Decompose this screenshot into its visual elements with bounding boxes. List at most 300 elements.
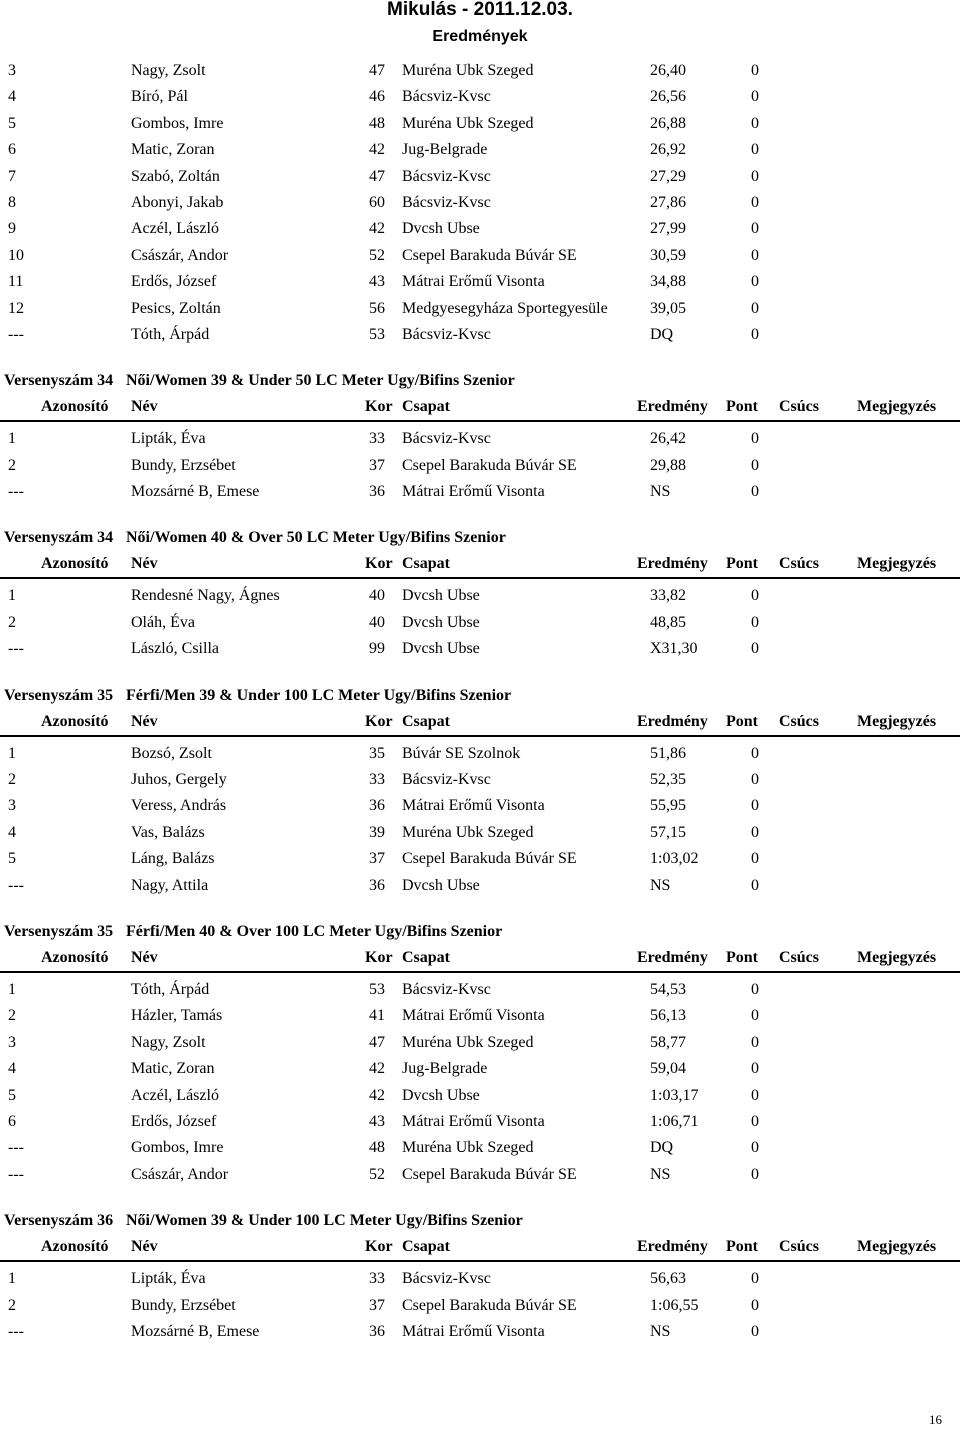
competitor-name: Matic, Zoran [131,1060,215,1078]
result-points: 0 [751,1165,759,1183]
result-rank: --- [8,876,24,894]
competitor-name: Vas, Balázs [131,823,205,841]
result-rank: 1 [8,744,16,762]
competitor-age: 37 [369,1296,385,1314]
competitor-age: 56 [369,299,385,317]
competitor-age: 47 [369,62,385,79]
result-time: NS [650,876,671,894]
result-rank: 9 [8,220,16,238]
result-row [0,767,960,793]
result-row [0,610,960,636]
result-points: 0 [751,167,759,185]
team-name: Muréna Ubk Szeged [402,1139,534,1157]
result-time: 26,92 [650,141,686,159]
team-name: Bácsviz-Kvsc [402,1270,491,1288]
event-name: Női/Women 39 & Under 100 LC Meter Ugy/Bifins Szenior [126,1212,523,1230]
column-header-name: Név [131,398,158,416]
competitor-age: 47 [369,1033,385,1051]
result-row [0,137,960,163]
result-points: 0 [751,587,759,605]
competitor-name: Nagy, Zsolt [131,1033,206,1051]
result-rank: 4 [8,1060,16,1078]
event-number: Versenyszám 35 [4,686,114,704]
result-points: 0 [751,797,759,815]
competitor-age: 60 [369,193,385,211]
competitor-age: 42 [369,220,385,238]
result-points: 0 [751,456,759,474]
result-row [0,164,960,190]
competitor-age: 36 [369,1322,385,1340]
result-time: NS [650,483,671,501]
column-header-note: Megjegyzés [857,712,937,730]
result-row [0,1135,960,1161]
result-points: 0 [751,273,759,291]
result-points: 0 [751,1322,759,1340]
result-time: 30,59 [650,246,686,264]
result-row [0,426,960,452]
team-name: Muréna Ubk Szeged [402,823,534,841]
result-rank: 11 [8,273,24,291]
team-name: Búvár SE Szolnok [402,744,521,762]
competitor-age: 47 [369,167,385,185]
results-document [0,58,960,1345]
team-name: Muréna Ubk Szeged [402,114,534,132]
result-row [0,190,960,216]
competitor-name: Mozsárné B, Emese [131,1322,260,1340]
competitor-age: 52 [369,246,385,264]
result-rank: 5 [8,850,16,868]
result-time: X31,30 [650,640,698,658]
result-time: 56,13 [650,1007,686,1025]
competitor-name: Abonyi, Jakab [131,193,224,211]
team-name: Dvcsh Ubse [402,640,480,658]
team-name: Bácsviz-Kvsc [402,325,491,343]
team-name: Mátrai Erőmű Visonta [402,1007,545,1025]
result-row [0,873,960,899]
result-rank: 5 [8,1086,16,1104]
result-time: 51,86 [650,744,686,762]
result-row [0,216,960,242]
competitor-age: 43 [369,273,385,291]
competitor-name: Bozsó, Zsolt [131,744,212,762]
result-points: 0 [751,1033,759,1051]
result-rank: 2 [8,1296,16,1314]
column-header-age: Kor [365,712,393,730]
column-header-name: Név [131,1238,158,1256]
result-rank: --- [8,483,24,501]
result-rank: 3 [8,797,16,815]
result-time: 26,88 [650,114,686,132]
team-name: Bácsviz-Kvsc [402,88,491,106]
table-header [0,394,960,422]
competitor-age: 52 [369,1165,385,1183]
competitor-name: Mozsárné B, Emese [131,483,260,501]
event-number: Versenyszám 35 [4,922,114,940]
competitor-age: 33 [369,771,385,789]
column-header-record: Csúcs [779,1238,820,1256]
column-header-result: Eredmény [637,398,708,416]
result-row [0,111,960,137]
table-header [0,945,960,973]
competitor-name: Bíró, Pál [131,88,188,106]
result-time: 52,35 [650,771,686,789]
column-header-id: Azonosító [41,398,109,416]
column-header-age: Kor [365,398,393,416]
competitor-age: 41 [369,1007,385,1025]
result-points: 0 [751,114,759,132]
competitor-name: Matic, Zoran [131,141,215,159]
competitor-name: Juhos, Gergely [131,771,227,789]
result-time: 59,04 [650,1060,686,1078]
result-time: NS [650,1322,671,1340]
result-row [0,1109,960,1135]
result-points: 0 [751,430,759,448]
result-row [0,296,960,322]
event-number: Versenyszám 36 [4,1212,114,1230]
column-header-name: Név [131,555,158,573]
team-name: Dvcsh Ubse [402,876,480,894]
result-rank: 1 [8,980,16,998]
result-rank: 8 [8,193,16,211]
result-rank: 6 [8,141,16,159]
team-name: Csepel Barakuda Búvár SE [402,1165,577,1183]
competitor-name: Császár, Andor [131,246,229,264]
result-rank: 10 [8,246,24,264]
team-name: Mátrai Erőmű Visonta [402,273,545,291]
result-points: 0 [751,613,759,631]
result-rank: 5 [8,114,16,132]
result-time: 1:03,17 [650,1086,699,1104]
column-header-id: Azonosító [41,948,109,966]
team-name: Bácsviz-Kvsc [402,193,491,211]
event-name: Férfi/Men 39 & Under 100 LC Meter Ugy/Bifins Szenior [126,686,512,704]
result-row [0,1319,960,1345]
result-points: 0 [751,744,759,762]
result-time: 58,77 [650,1033,686,1051]
result-points: 0 [751,1086,759,1104]
result-time: 57,15 [650,823,686,841]
competitor-name: Nagy, Attila [131,876,209,894]
table-header [0,551,960,579]
result-time: 55,95 [650,797,686,815]
result-time: 56,63 [650,1270,686,1288]
team-name: Bácsviz-Kvsc [402,980,491,998]
column-header-note: Megjegyzés [857,948,937,966]
competitor-name: Láng, Balázs [131,850,215,868]
result-points: 0 [751,823,759,841]
team-name: Muréna Ubk Szeged [402,1033,534,1051]
competitor-age: 40 [369,587,385,605]
table-header [0,1234,960,1262]
column-header-age: Kor [365,555,393,573]
event-heading [0,1208,960,1234]
competitor-name: Pesics, Zoltán [131,299,221,317]
team-name: Dvcsh Ubse [402,613,480,631]
result-points: 0 [751,88,759,106]
competitor-age: 37 [369,850,385,868]
event-number: Versenyszám 34 [4,372,114,390]
competitor-age: 33 [369,1270,385,1288]
team-name: Dvcsh Ubse [402,220,480,238]
result-rank: 3 [8,62,16,79]
result-time: 27,86 [650,193,686,211]
team-name: Dvcsh Ubse [402,587,480,605]
column-header-points: Pont [726,1238,758,1256]
competitor-name: Erdős, József [131,273,217,291]
competitor-age: 37 [369,456,385,474]
competitor-age: 39 [369,823,385,841]
event-name: Női/Women 40 & Over 50 LC Meter Ugy/Bifins Szenior [126,529,506,547]
result-row [0,1293,960,1319]
event-heading [0,683,960,709]
result-rank: 6 [8,1112,16,1130]
column-header-note: Megjegyzés [857,398,937,416]
competitor-name: Bundy, Erzsébet [131,1296,236,1314]
column-header-record: Csúcs [779,948,820,966]
result-time: 34,88 [650,273,686,291]
table-header [0,709,960,737]
competitor-name: Rendesné Nagy, Ágnes [131,587,280,605]
competitor-name: Gombos, Imre [131,114,224,132]
result-points: 0 [751,771,759,789]
competitor-age: 36 [369,483,385,501]
page-number: 16 [929,1412,942,1427]
result-row [0,583,960,609]
competitor-age: 36 [369,797,385,815]
result-row [0,453,960,479]
column-header-record: Csúcs [779,398,820,416]
column-header-result: Eredmény [637,555,708,573]
result-points: 0 [751,640,759,658]
team-name: Muréna Ubk Szeged [402,62,534,79]
competitor-age: 53 [369,325,385,343]
result-rank: 1 [8,587,16,605]
result-rank: --- [8,640,24,658]
result-time: 1:06,55 [650,1296,699,1314]
competitor-name: Tóth, Árpád [131,325,210,343]
team-name: Medgyesegyháza Sportegyesüle [402,299,608,317]
result-time: 1:06,71 [650,1112,699,1130]
team-name: Mátrai Erőmű Visonta [402,1322,545,1340]
result-rank: --- [8,325,24,343]
result-time: 33,82 [650,587,686,605]
column-header-id: Azonosító [41,555,109,573]
competitor-age: 35 [369,744,385,762]
result-rank: 3 [8,1033,16,1051]
result-row [0,1266,960,1292]
result-points: 0 [751,876,759,894]
result-points: 0 [751,299,759,317]
column-header-result: Eredmény [637,1238,708,1256]
competitor-name: Házler, Tamás [131,1007,223,1025]
result-time: DQ [650,325,674,343]
result-time: 27,29 [650,167,686,185]
team-name: Mátrai Erőmű Visonta [402,483,545,501]
column-header-points: Pont [726,712,758,730]
page-title: Mikulás - 2011.12.03. [387,0,573,20]
column-header-note: Megjegyzés [857,1238,937,1256]
result-points: 0 [751,483,759,501]
competitor-name: Veress, András [131,797,227,815]
competitor-name: Nagy, Zsolt [131,62,206,79]
result-time: 54,53 [650,980,686,998]
column-header-team: Csapat [402,948,451,966]
competitor-age: 43 [369,1112,385,1130]
result-points: 0 [751,1112,759,1130]
result-rank: 1 [8,1270,16,1288]
competitor-age: 42 [369,1060,385,1078]
result-row [0,1003,960,1029]
competitor-age: 42 [369,1086,385,1104]
result-rank: --- [8,1139,24,1157]
result-points: 0 [751,1270,759,1288]
competitor-name: Oláh, Éva [131,613,195,631]
column-header-id: Azonosító [41,712,109,730]
column-header-age: Kor [365,948,393,966]
column-header-points: Pont [726,555,758,573]
team-name: Csepel Barakuda Búvár SE [402,850,577,868]
competitor-age: 48 [369,114,385,132]
result-rank: 4 [8,88,16,106]
result-rank: 2 [8,1007,16,1025]
result-points: 0 [751,980,759,998]
result-rank: 2 [8,613,16,631]
column-header-record: Csúcs [779,712,820,730]
competitor-name: Bundy, Erzsébet [131,456,236,474]
result-points: 0 [751,850,759,868]
team-name: Mátrai Erőmű Visonta [402,1112,545,1130]
event-heading [0,919,960,945]
result-points: 0 [751,1060,759,1078]
event-name: Női/Women 39 & Under 50 LC Meter Ugy/Bifins Szenior [126,372,515,390]
team-name: Csepel Barakuda Búvár SE [402,456,577,474]
column-header-points: Pont [726,398,758,416]
result-row [0,479,960,505]
event-heading [0,525,960,551]
result-time: 1:03,02 [650,850,699,868]
result-points: 0 [751,141,759,159]
team-name: Csepel Barakuda Búvár SE [402,246,577,264]
result-rank: 4 [8,823,16,841]
result-row [0,820,960,846]
result-row [0,1162,960,1188]
result-time: 48,85 [650,613,686,631]
result-points: 0 [751,193,759,211]
column-header-team: Csapat [402,398,451,416]
competitor-age: 53 [369,980,385,998]
result-time: 26,40 [650,62,686,79]
column-header-team: Csapat [402,1238,451,1256]
result-points: 0 [751,246,759,264]
result-points: 0 [751,325,759,343]
result-rank: 2 [8,771,16,789]
result-points: 0 [751,62,759,79]
competitor-age: 48 [369,1139,385,1157]
result-time: 29,88 [650,456,686,474]
result-rank: --- [8,1322,24,1340]
competitor-name: Aczél, László [131,220,219,238]
result-rank: 12 [8,299,24,317]
result-time: 27,99 [650,220,686,238]
competitor-name: László, Csilla [131,640,219,658]
result-rank: 7 [8,167,16,185]
team-name: Jug-Belgrade [402,1060,488,1078]
team-name: Bácsviz-Kvsc [402,430,491,448]
result-points: 0 [751,1296,759,1314]
column-header-result: Eredmény [637,712,708,730]
event-number: Versenyszám 34 [4,529,114,547]
result-row [0,793,960,819]
result-row [0,243,960,269]
competitor-age: 33 [369,430,385,448]
column-header-age: Kor [365,1238,393,1256]
competitor-name: Szabó, Zoltán [131,167,220,185]
result-points: 0 [751,1139,759,1157]
competitor-name: Aczél, László [131,1086,219,1104]
column-header-name: Név [131,712,158,730]
result-row [0,636,960,662]
result-row [0,1030,960,1056]
result-time: DQ [650,1139,674,1157]
result-row [0,1056,960,1082]
result-row [0,84,960,110]
competitor-name: Lipták, Éva [131,1270,206,1288]
competitor-name: Lipták, Éva [131,430,206,448]
result-time: 39,05 [650,299,686,317]
column-header-note: Megjegyzés [857,555,937,573]
event-name: Férfi/Men 40 & Over 100 LC Meter Ugy/Bifins Szenior [126,922,503,940]
result-row [0,322,960,348]
team-name: Bácsviz-Kvsc [402,771,491,789]
result-time: 26,42 [650,430,686,448]
result-rank: 2 [8,456,16,474]
column-header-team: Csapat [402,555,451,573]
competitor-age: 99 [369,640,385,658]
result-row [0,846,960,872]
team-name: Bácsviz-Kvsc [402,167,491,185]
column-header-name: Név [131,948,158,966]
result-row [0,269,960,295]
result-time: 26,56 [650,88,686,106]
competitor-age: 42 [369,141,385,159]
result-points: 0 [751,1007,759,1025]
event-heading [0,368,960,394]
result-row [0,977,960,1003]
column-header-record: Csúcs [779,555,820,573]
result-rank: 1 [8,430,16,448]
column-header-result: Eredmény [637,948,708,966]
result-points: 0 [751,220,759,238]
team-name: Mátrai Erőmű Visonta [402,797,545,815]
page-subtitle: Eredmények [432,28,528,45]
team-name: Jug-Belgrade [402,141,488,159]
team-name: Csepel Barakuda Búvár SE [402,1296,577,1314]
competitor-age: 40 [369,613,385,631]
result-row [0,1083,960,1109]
competitor-name: Tóth, Árpád [131,980,210,998]
result-time: NS [650,1165,671,1183]
column-header-id: Azonosító [41,1238,109,1256]
result-row [0,741,960,767]
column-header-team: Csapat [402,712,451,730]
column-header-points: Pont [726,948,758,966]
competitor-age: 46 [369,88,385,106]
competitor-name: Császár, Andor [131,1165,229,1183]
competitor-name: Erdős, József [131,1112,217,1130]
result-row [0,58,960,84]
result-rank: --- [8,1165,24,1183]
competitor-age: 36 [369,876,385,894]
